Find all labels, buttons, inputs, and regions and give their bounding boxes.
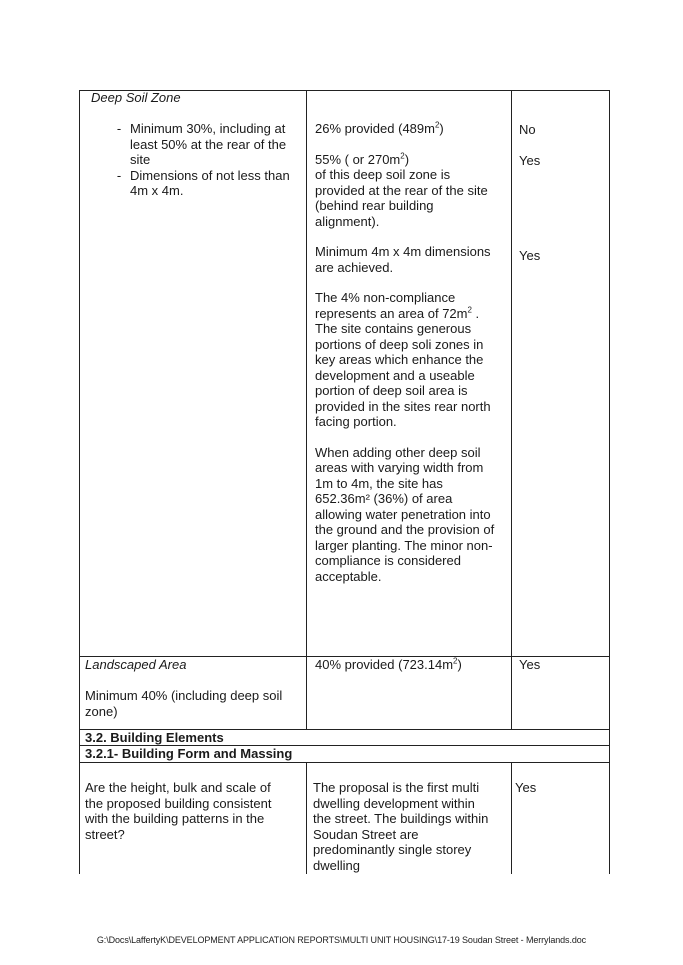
landscaped-result: Yes xyxy=(519,657,541,672)
landscaped-comment: 40% provided $(723.14m^2)$ xyxy=(315,656,462,672)
requirement-dimensions: Dimensions of not less than 4m x 4m. xyxy=(130,167,290,198)
landscaped-requirement: Minimum 40% (including deep soil zone) xyxy=(85,688,283,719)
comment-other-areas: When adding other deep soil areas with varying width from 1m to 4m, the site has 652.36m² (36%) of area allowing water penetration into the ground and the provision of larger planting. The minor non-compliance is considered acceptable. xyxy=(315,444,495,584)
row-rule-4 xyxy=(79,762,610,763)
column-divider-1 xyxy=(306,90,307,730)
table-border-right xyxy=(609,90,610,874)
deep-soil-comments xyxy=(315,121,495,584)
section-heading: 3.2. Building Elements xyxy=(85,730,224,745)
column-divider-2b xyxy=(511,763,512,874)
column-divider-2 xyxy=(511,90,512,730)
list-item: - Dimensions of not less than 4m x 4m. xyxy=(108,168,293,199)
list-item: - Minimum 30%, including at least 50% at the rear of the site xyxy=(108,121,293,168)
subsection-heading: 3.2.1- Building Form and Massing xyxy=(85,746,293,761)
comment-55-percent: 55% ( or $270m^2$) of this deep soil zone is provided at the rear of the site (behind rear building alignment). xyxy=(315,151,488,229)
form-massing-question: Are the height, bulk and scale of the proposed building consistent with the building patterns in the street? xyxy=(85,780,272,842)
result-no: No xyxy=(519,122,536,137)
deep-soil-heading: Deep Soil Zone xyxy=(91,90,181,105)
column-divider-1b xyxy=(306,763,307,874)
comment-dimensions: Minimum 4m x 4m dimensions are achieved. xyxy=(315,244,491,275)
result-yes: Yes xyxy=(519,153,541,168)
form-massing-comment: The proposal is the first multi dwelling development within the street. The buildings within Soudan Street are predominantly single storey dwelling xyxy=(313,780,489,873)
form-massing-result: Yes xyxy=(515,780,537,795)
deep-soil-requirements xyxy=(108,121,293,199)
document-footer-path: G:\Docs\LaffertyK\DEVELOPMENT APPLICATION REPORTS\MULTI UNIT HOUSING\17-19 Soudan Street - Merrylands.doc xyxy=(96,935,587,945)
result-yes: Yes xyxy=(519,248,541,263)
comment-non-compliance: The 4% non-compliance represents an area of $72m^2$ . The site contains generous portions of deep soli zones in key areas which enhance the development and a useable portion of deep soil area is provided in the sites rear north facing portion. xyxy=(315,290,491,429)
comment-26-provided: 26% provided $(489m^2)$ xyxy=(315,120,444,136)
table-border-left xyxy=(79,90,80,874)
requirement-min-30: Minimum 30%, including at least 50% at the rear of the site xyxy=(130,121,287,167)
landscaped-heading: Landscaped Area xyxy=(85,657,187,672)
